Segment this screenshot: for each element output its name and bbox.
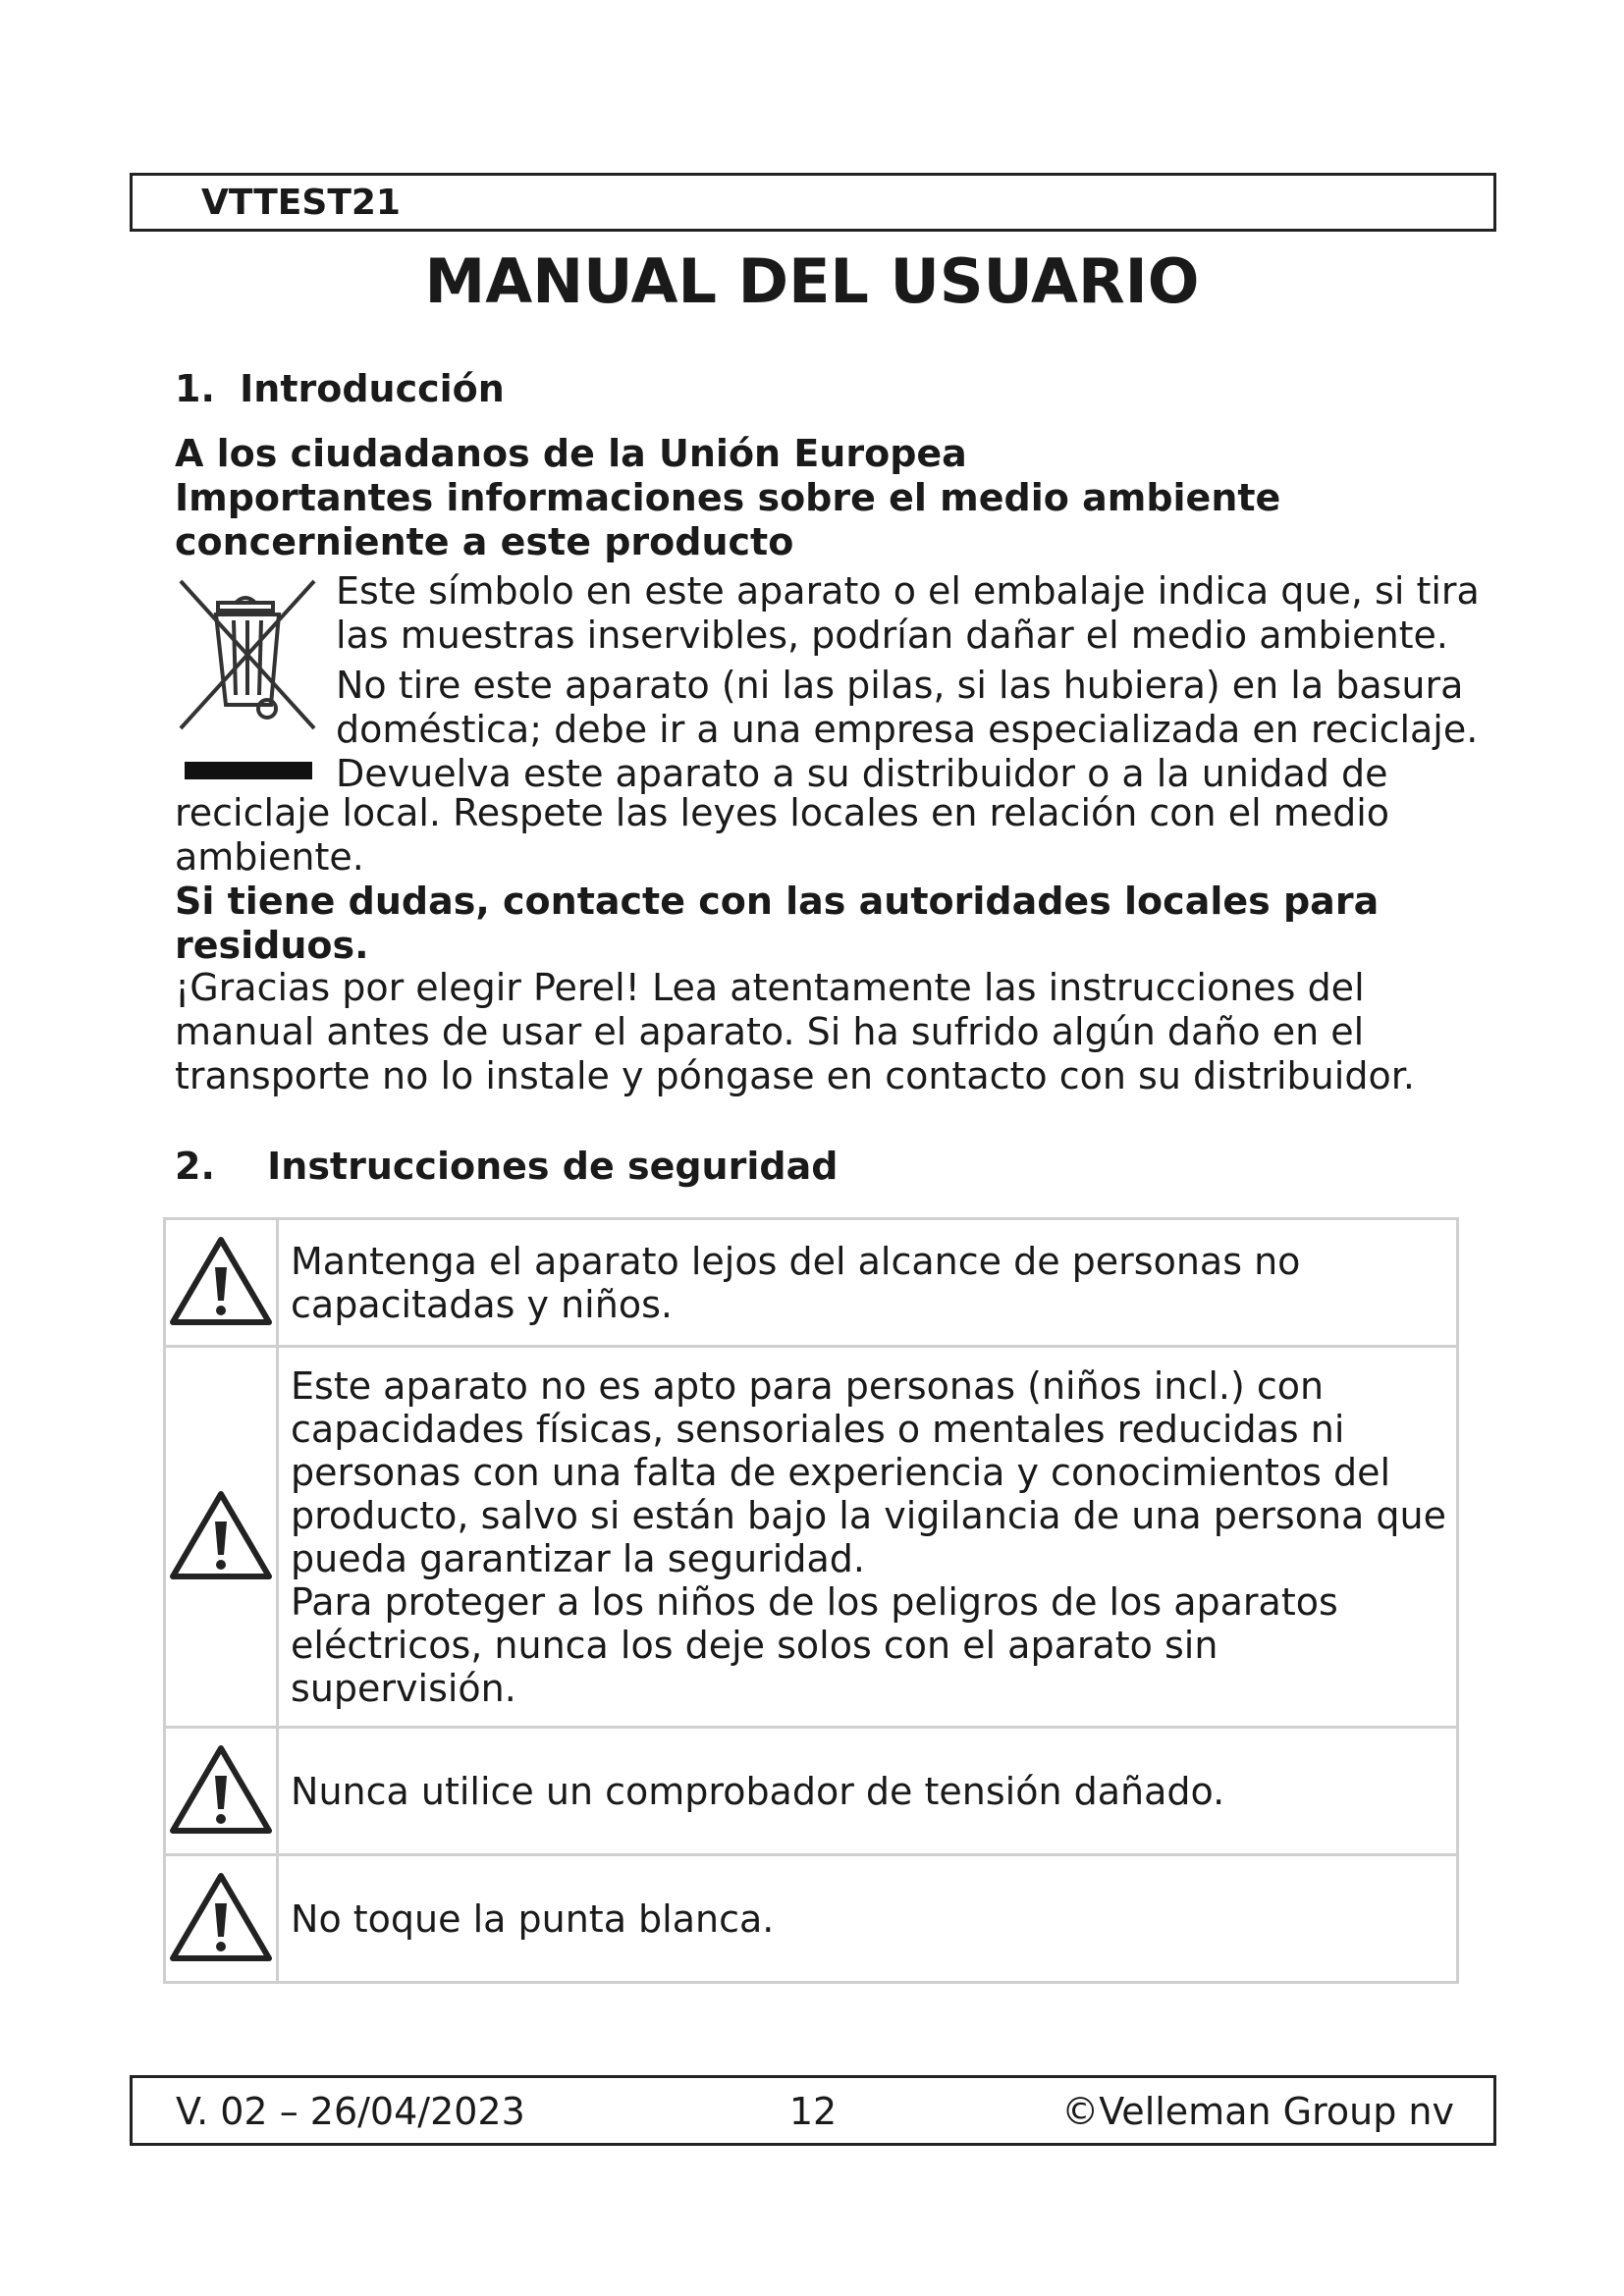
safety-text-line: No toque la punta blanca. bbox=[291, 1896, 775, 1941]
section-number: 2. bbox=[175, 1145, 215, 1188]
safety-text-line: Este aparato no es apto para personas (niños incl.) con bbox=[291, 1363, 1325, 1408]
thanks-line: ¡Gracias por elegir Perel! Lea atentamente las instrucciones del bbox=[175, 966, 1365, 1009]
safety-row bbox=[165, 1855, 1458, 1983]
safety-text-line: Nunca utilice un comprobador de tensión dañado. bbox=[291, 1769, 1225, 1813]
weee-line: las muestras inservibles, podrían dañar el medio ambiente. bbox=[336, 614, 1449, 657]
doubts-line: residuos. bbox=[175, 924, 369, 967]
safety-text-line: capacidades físicas, sensoriales o mentales reducidas ni bbox=[291, 1407, 1345, 1451]
weee-line: Este símbolo en este aparato o el embalaje indica que, si tira bbox=[336, 569, 1480, 613]
eu-heading-line: Importantes informaciones sobre el medio ambiente bbox=[175, 476, 1281, 519]
safety-icon-cell bbox=[165, 1219, 278, 1347]
warning-triangle-icon bbox=[167, 1740, 275, 1839]
eu-heading-line: A los ciudadanos de la Unión Europea bbox=[175, 432, 967, 475]
safety-icon-cell bbox=[165, 1855, 278, 1983]
product-code: VTTEST21 bbox=[201, 183, 401, 223]
weee-crossed-bin-icon bbox=[177, 577, 324, 783]
safety-row bbox=[165, 1728, 1458, 1855]
safety-text-line: producto, salvo si están bajo la vigilancia de una persona que bbox=[291, 1493, 1446, 1537]
section-safety-heading bbox=[175, 1145, 838, 1188]
safety-text bbox=[278, 1347, 1458, 1728]
safety-text-line: pueda garantizar la seguridad. bbox=[291, 1536, 865, 1580]
thanks-line: transporte no lo instale y póngase en contacto con su distribuidor. bbox=[175, 1054, 1415, 1097]
weee-line: No tire este aparato (ni las pilas, si las hubiera) en la basura bbox=[336, 664, 1464, 707]
thanks-line: manual antes de usar el aparato. Si ha sufrido algún daño en el bbox=[175, 1010, 1365, 1053]
safety-text bbox=[278, 1855, 1458, 1983]
safety-text-line: Mantenga el aparato lejos del alcance de personas no bbox=[291, 1239, 1301, 1283]
weee-text bbox=[336, 569, 1480, 796]
page-title: MANUAL DEL USUARIO bbox=[424, 245, 1200, 317]
eu-heading bbox=[175, 432, 1280, 564]
warning-triangle-icon bbox=[167, 1232, 275, 1330]
safety-text bbox=[278, 1728, 1458, 1855]
safety-row bbox=[165, 1219, 1458, 1347]
safety-text-line: eléctricos, nunca los deje solos con el aparato sin bbox=[291, 1623, 1218, 1667]
weee-continuation bbox=[175, 791, 1389, 880]
weee-line: doméstica; debe ir a una empresa especializada en reciclaje. bbox=[336, 708, 1479, 751]
header-box bbox=[130, 173, 1496, 232]
doubts-notice bbox=[175, 880, 1379, 968]
safety-text-line: capacitadas y niños. bbox=[291, 1282, 673, 1326]
doubts-line: Si tiene dudas, contacte con las autoridades locales para bbox=[175, 880, 1380, 923]
copyright: ©Velleman Group nv bbox=[1061, 2090, 1454, 2133]
section-intro-heading bbox=[175, 367, 505, 410]
safety-text-line: supervisión. bbox=[291, 1666, 516, 1710]
footer bbox=[130, 2075, 1496, 2146]
warning-triangle-icon bbox=[167, 1486, 275, 1584]
safety-row bbox=[165, 1347, 1458, 1728]
safety-text-line: personas con una falta de experiencia y conocimientos del bbox=[291, 1450, 1391, 1494]
weee-line: reciclaje local. Respete las leyes locales en relación con el medio bbox=[175, 791, 1390, 834]
safety-text-line: Para proteger a los niños de los peligros de los aparatos bbox=[291, 1579, 1338, 1624]
section-number: 1. bbox=[175, 367, 215, 410]
section-title: Introducción bbox=[240, 367, 505, 410]
thanks-paragraph bbox=[175, 966, 1415, 1098]
weee-line: Devuelva este aparato a su distribuidor o a la unidad de bbox=[336, 752, 1388, 795]
section-title: Instrucciones de seguridad bbox=[267, 1145, 839, 1188]
safety-text bbox=[278, 1219, 1458, 1347]
weee-line: ambiente. bbox=[175, 835, 364, 879]
warning-triangle-icon bbox=[167, 1868, 275, 1966]
safety-icon-cell bbox=[165, 1728, 278, 1855]
eu-heading-line: concerniente a este producto bbox=[175, 520, 794, 563]
safety-table bbox=[163, 1217, 1459, 1984]
safety-icon-cell bbox=[165, 1347, 278, 1728]
document-version: V. 02 – 26/04/2023 bbox=[176, 2090, 525, 2133]
page-number: 12 bbox=[788, 2090, 838, 2133]
